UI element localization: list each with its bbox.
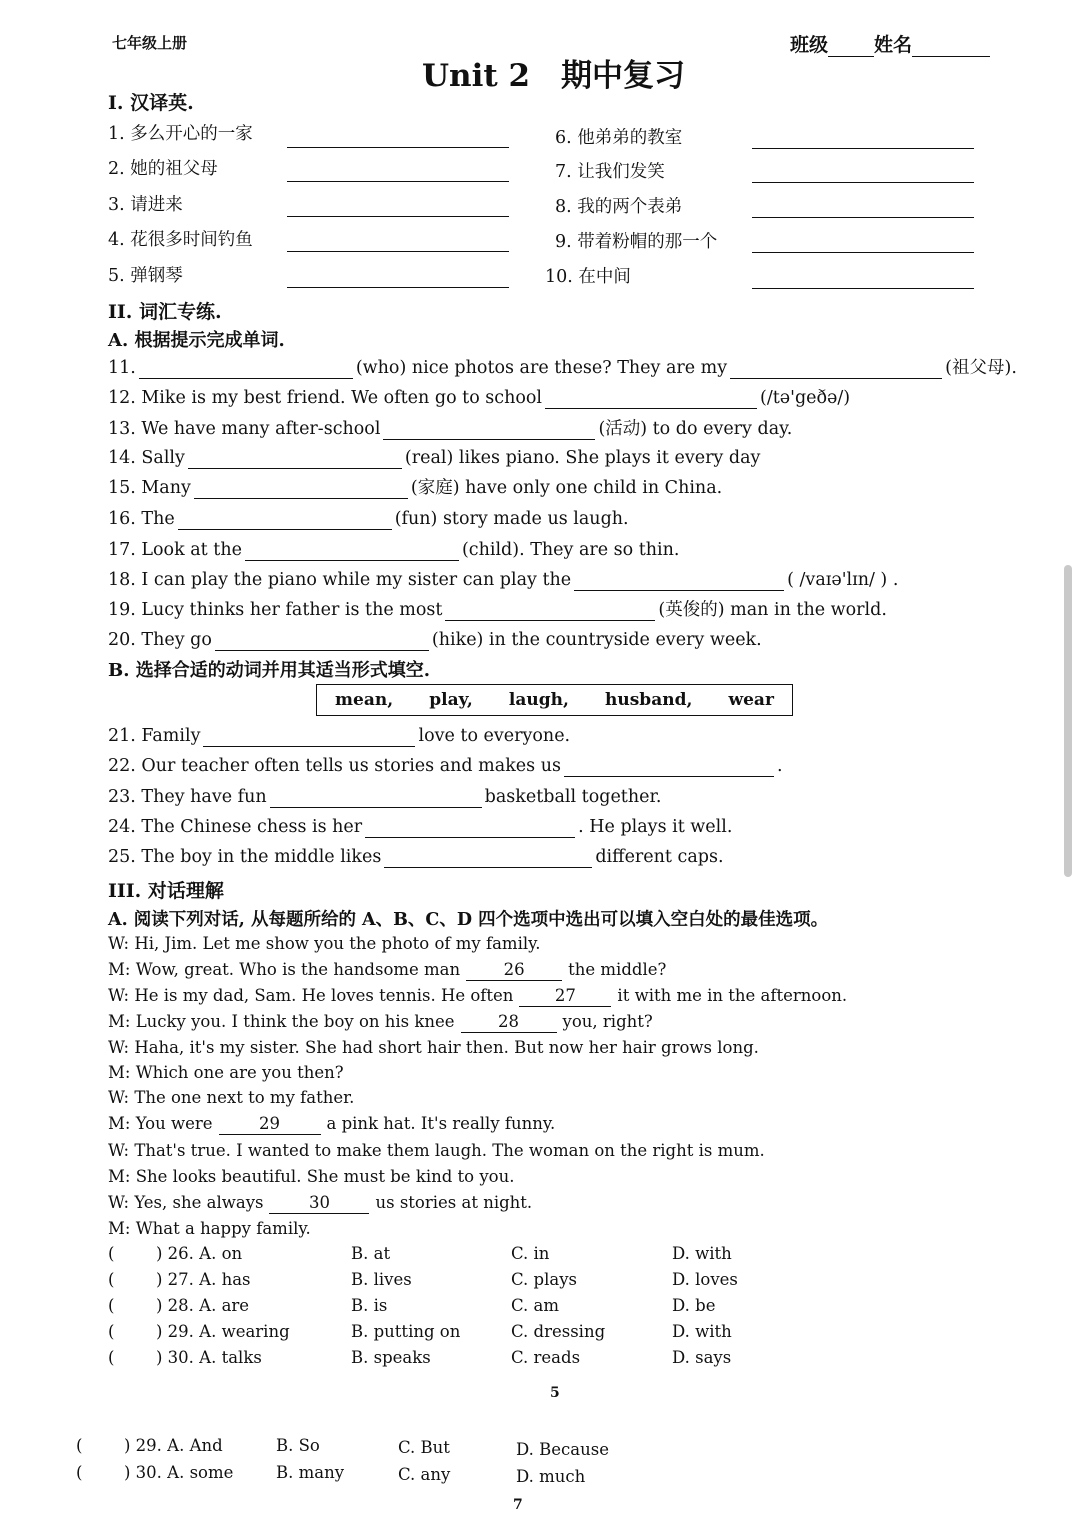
fill-blank[interactable] [245, 542, 459, 561]
dialogue-line: W: Hi, Jim. Let me show you the photo of my family. [108, 934, 541, 953]
numbered-blank[interactable]: 26 [466, 960, 562, 981]
fill-blank[interactable] [270, 789, 482, 808]
list-item: 24. The Chinese chess is her . He plays it well. [108, 817, 733, 837]
option-b: B. many [276, 1463, 345, 1482]
option-d: D. Because [516, 1440, 609, 1459]
list-item: 23. They have fun basketball together. [108, 787, 662, 807]
option-d: D. loves [672, 1270, 738, 1289]
option-d: D. with [672, 1244, 732, 1263]
numbered-blank[interactable]: 28 [461, 1012, 557, 1033]
word-bank-item: wear [728, 690, 774, 710]
option-c: C. am [511, 1296, 560, 1315]
fill-blank[interactable] [545, 390, 757, 409]
option-a: ) 26. A. on [156, 1244, 243, 1263]
option-c: C. in [511, 1244, 550, 1263]
answer-line-2[interactable] [287, 181, 509, 182]
answer-bracket[interactable]: ( [108, 1270, 115, 1289]
dialogue-line: W: Yes, she always 30 us stories at night. [108, 1193, 533, 1212]
word-bank [316, 684, 793, 716]
translation-item: 7. 让我们发笑 [555, 162, 665, 182]
dialogue-line: W: Haha, it's my sister. She had short hair then. But now her hair grows long. [108, 1038, 759, 1057]
dialogue-line: M: You were 29 a pink hat. It's really funny. [108, 1114, 556, 1133]
option-d: D. be [672, 1296, 716, 1315]
answer-line-7[interactable] [752, 182, 974, 183]
translation-item: 8. 我的两个表弟 [555, 197, 683, 217]
option-c: C. any [398, 1465, 451, 1484]
list-item: 13. We have many after-school (活动) to do every day. [108, 419, 793, 439]
list-item: 14. Sally (real) likes piano. She plays it every day [108, 448, 761, 468]
option-a: ) 28. A. are [156, 1296, 250, 1315]
answer-bracket[interactable]: ( [76, 1436, 83, 1455]
page-title: Unit 2 期中复习 [422, 58, 686, 94]
option-b: B. speaks [351, 1348, 431, 1367]
fill-blank[interactable] [730, 360, 942, 379]
answer-line-9[interactable] [752, 252, 974, 253]
option-d: D. says [672, 1348, 732, 1367]
list-item: 16. The (fun) story made us laugh. [108, 509, 629, 529]
option-b: B. at [351, 1244, 391, 1263]
list-item: 22. Our teacher often tells us stories and makes us . [108, 756, 783, 776]
translation-item: 10. 在中间 [545, 267, 631, 287]
fill-blank[interactable] [445, 602, 655, 621]
answer-line-10[interactable] [752, 288, 974, 289]
dialogue-line: W: The one next to my father. [108, 1088, 355, 1107]
list-item: 15. Many (家庭) have only one child in China. [108, 478, 723, 498]
answer-bracket[interactable]: ( [108, 1244, 115, 1263]
fill-blank[interactable] [178, 511, 392, 530]
dialogue-line: M: Lucky you. I think the boy on his knee 28 you, right? [108, 1012, 653, 1031]
numbered-blank[interactable]: 29 [219, 1114, 321, 1135]
option-d: D. much [516, 1467, 586, 1486]
answer-line-8[interactable] [752, 217, 974, 218]
list-item: 12. Mike is my best friend. We often go to school (/tə'geðə/) [108, 388, 851, 408]
word-bank-item: mean, [335, 690, 394, 710]
translation-item: 9. 带着粉帽的那一个 [555, 232, 718, 252]
section-1-heading: I. 汉译英. [108, 92, 194, 114]
answer-line-4[interactable] [287, 251, 509, 252]
list-item: 18. I can play the piano while my sister can play the ( /vaɪə'lɪn/ ) . [108, 570, 899, 590]
answer-line-1[interactable] [287, 147, 509, 148]
dialogue-line: M: Wow, great. Who is the handsome man 26 the middle? [108, 960, 667, 979]
option-b: B. So [276, 1436, 320, 1455]
word-bank-item: husband, [605, 690, 693, 710]
option-a: ) 29. A. wearing [156, 1322, 290, 1341]
list-item: 25. The boy in the middle likes different caps. [108, 847, 724, 867]
list-item: 17. Look at the (child). They are so thin. [108, 540, 680, 560]
option-c: C. reads [511, 1348, 581, 1367]
fill-blank[interactable] [564, 758, 774, 777]
name-input[interactable] [912, 40, 990, 57]
word-bank-item: play, [429, 690, 473, 710]
page-number-secondary: 7 [513, 1497, 523, 1513]
fill-blank[interactable] [215, 632, 429, 651]
numbered-blank[interactable]: 30 [269, 1193, 369, 1214]
answer-bracket[interactable]: ( [108, 1322, 115, 1341]
answer-line-3[interactable] [287, 216, 509, 217]
option-a: ) 30. A. talks [156, 1348, 262, 1367]
name-label: 姓名 [874, 34, 913, 56]
part-b-heading: B. 选择合适的动词并用其适当形式填空. [108, 660, 431, 681]
list-item: 20. They go (hike) in the countryside every week. [108, 630, 762, 650]
fill-blank[interactable] [574, 572, 784, 591]
section-2-heading: II. 词汇专练. [108, 301, 222, 323]
class-name-fields [790, 30, 990, 57]
list-item: 21. Family love to everyone. [108, 726, 571, 746]
translation-item: 4. 花很多时间钓鱼 [108, 230, 253, 250]
translation-item: 5. 弹钢琴 [108, 266, 183, 286]
class-input[interactable] [828, 40, 874, 57]
dialogue-line: M: She looks beautiful. She must be kind to you. [108, 1167, 515, 1186]
fill-blank[interactable] [383, 421, 595, 440]
word-bank-item: laugh, [508, 690, 569, 710]
answer-line-5[interactable] [287, 287, 509, 288]
option-c: C. But [398, 1438, 450, 1457]
translation-item: 6. 他弟弟的教室 [555, 128, 683, 148]
option-b: B. lives [351, 1270, 412, 1289]
dialogue-line: M: Which one are you then? [108, 1063, 344, 1082]
grade-label: 七年级上册 [112, 34, 188, 52]
fill-blank[interactable] [139, 360, 353, 379]
fill-blank[interactable] [188, 450, 402, 469]
scrollbar-thumb[interactable] [1064, 565, 1072, 877]
answer-bracket[interactable]: ( [108, 1348, 115, 1367]
answer-bracket[interactable]: ( [108, 1296, 115, 1315]
option-b: B. is [351, 1296, 388, 1315]
option-a: ) 27. A. has [156, 1270, 251, 1289]
translation-item: 3. 请进来 [108, 195, 183, 215]
fill-blank[interactable] [365, 819, 575, 838]
option-b: B. putting on [351, 1322, 461, 1341]
fill-blank[interactable] [194, 480, 408, 499]
list-item: 19. Lucy thinks her father is the most (英俊的) man in the world. [108, 600, 887, 620]
page-number: 5 [550, 1385, 560, 1401]
dialogue-line: W: That's true. I wanted to make them laugh. The woman on the right is mum. [108, 1141, 765, 1160]
part-a-heading: A. 根据提示完成单词. [108, 330, 285, 351]
fill-blank[interactable] [384, 849, 592, 868]
option-d: D. with [672, 1322, 732, 1341]
translation-item: 2. 她的祖父母 [108, 159, 218, 179]
numbered-blank[interactable]: 27 [519, 986, 611, 1007]
part-a-instructions: A. 阅读下列对话, 从每题所给的 A、B、C、D 四个选项中选出可以填入空白处的最佳选项。 [108, 910, 829, 930]
dialogue-line: M: What a happy family. [108, 1219, 311, 1238]
answer-line-6[interactable] [752, 148, 974, 149]
option-c: C. plays [511, 1270, 577, 1289]
fill-blank[interactable] [203, 728, 415, 747]
option-a: ) 29. A. And [124, 1436, 223, 1455]
list-item: 11. (who) nice photos are these? They are my (祖父母). [108, 358, 1017, 378]
option-a: ) 30. A. some [124, 1463, 234, 1482]
answer-bracket[interactable]: ( [76, 1463, 83, 1482]
dialogue-line: W: He is my dad, Sam. He loves tennis. He often 27 it with me in the afternoon. [108, 986, 848, 1005]
section-3-heading: III. 对话理解 [108, 880, 224, 902]
option-c: C. dressing [511, 1322, 606, 1341]
class-label: 班级 [790, 34, 829, 56]
translation-item: 1. 多么开心的一家 [108, 124, 253, 144]
